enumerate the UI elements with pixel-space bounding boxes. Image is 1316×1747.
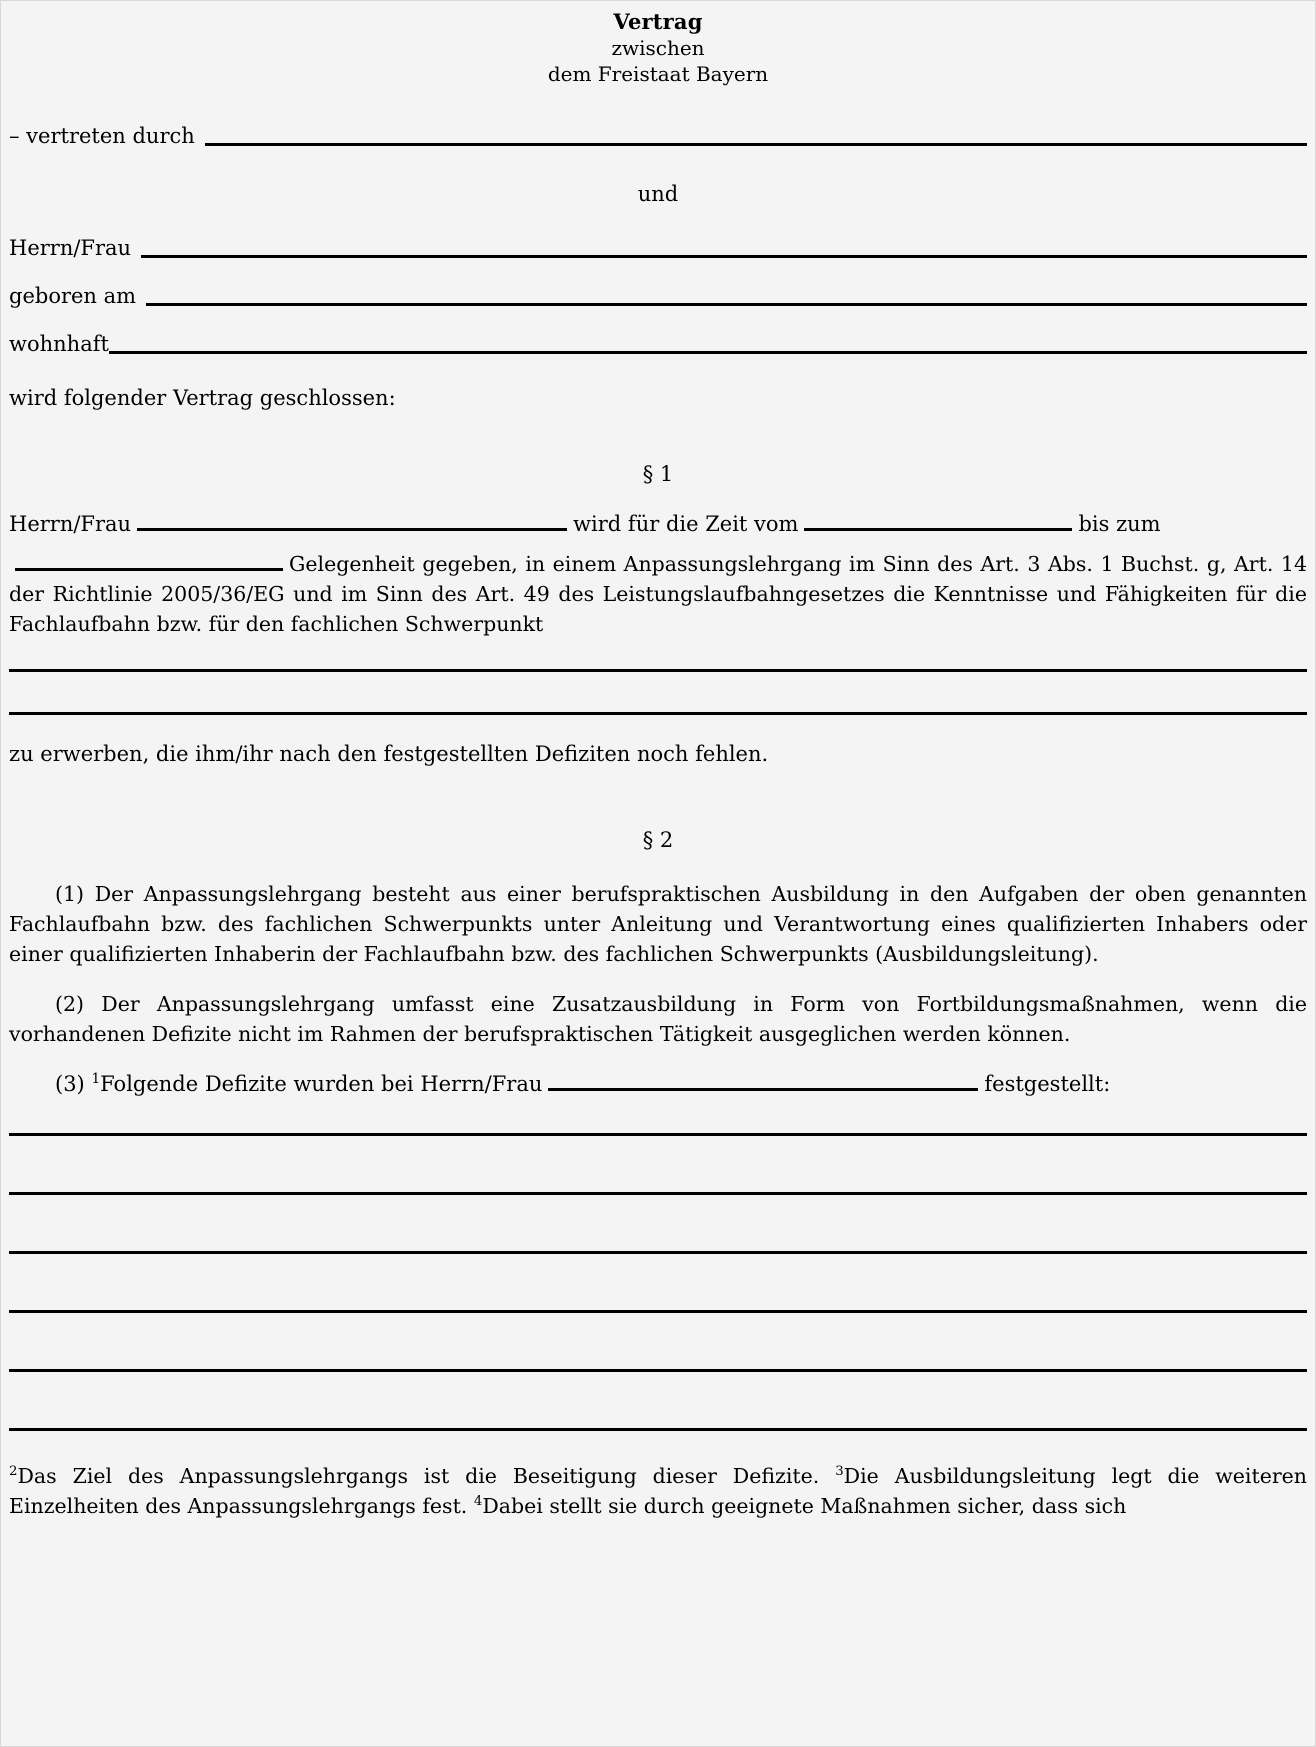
birthdate-label: geboren am bbox=[9, 284, 137, 308]
footer-text-c: Dabei stellt sie durch geeignete Maßnahmen sicher, dass sich bbox=[482, 1494, 1127, 1518]
section-2-paragraph-2: (2) Der Anpassungslehrgang umfasst eine Zusatzausbildung in Form von Fortbildungsmaßnahmen, wenn die vorhandenen Defizite nicht im Rahmen der berufspraktischen Tätigkeit ausgeglichen werden können. bbox=[9, 992, 1307, 1046]
represented-by-field[interactable] bbox=[205, 143, 1307, 146]
represented-by-row bbox=[9, 121, 1307, 151]
footer-text-a: Das Ziel des Anpassungslehrgangs ist die Beseitigung dieser Defizite. bbox=[17, 1464, 836, 1488]
person-row bbox=[9, 233, 1307, 263]
section-1-person-field[interactable] bbox=[137, 509, 567, 531]
title-subline-party: dem Freistaat Bayern bbox=[547, 62, 769, 86]
person-label: Herrn/Frau bbox=[9, 236, 132, 260]
document-body bbox=[9, 1, 1307, 1521]
contract-intro-text: wird folgender Vertrag geschlossen: bbox=[9, 386, 396, 410]
residence-row bbox=[9, 329, 1307, 359]
document-header bbox=[9, 1, 1307, 87]
section-1-person-label: Herrn/Frau bbox=[9, 512, 132, 536]
section-2-paragraph-1: (1) Der Anpassungslehrgang besteht aus einer berufspraktischen Ausbildung in den Aufgaben der oben genannten Fachlaufbahn bzw. des fachlichen Schwerpunkts unter Anleitung und Verantwortung eines qualifizierten Inhabers oder einer qualifizierten Inhaberin der Fachlaufbahn bzw. des fachlichen Schwerpunkts (Ausbildungsleitung). bbox=[9, 882, 1307, 966]
represented-by-label: – vertreten durch bbox=[9, 124, 195, 148]
section-1-closing-text: zu erwerben, die ihm/ihr nach den festgestellten Defiziten noch fehlen. bbox=[9, 742, 769, 766]
conjunction-und: und bbox=[637, 182, 679, 206]
section-1-date-to-field[interactable] bbox=[15, 549, 283, 571]
footnote-marker-2: 2 bbox=[9, 1464, 18, 1480]
page-title: Vertrag bbox=[613, 9, 703, 34]
section-2-para3-text: Folgende Defizite wurden bei Herrn/Frau bbox=[100, 1072, 543, 1096]
section-1-heading: § 1 bbox=[642, 462, 674, 486]
title-subline-between: zwischen bbox=[611, 36, 705, 60]
section-2-para3-marker: (3) bbox=[55, 1072, 85, 1096]
person-name-field[interactable] bbox=[141, 255, 1307, 258]
section-1-date-from-field[interactable] bbox=[804, 509, 1072, 531]
section-1-body bbox=[9, 549, 1307, 639]
section-1-line-1 bbox=[9, 509, 1307, 539]
residence-field[interactable] bbox=[109, 351, 1307, 354]
footer-text-b: Die Ausbildungsleitung legt die weiteren Einzelheiten des Anpassungslehrgangs fest. bbox=[9, 1464, 1307, 1518]
residence-label: wohnhaft bbox=[9, 332, 109, 356]
footer-footnote-text bbox=[9, 1461, 1307, 1521]
footnote-marker-4: 4 bbox=[473, 1494, 483, 1510]
section-1-period-from-label: wird für die Zeit vom bbox=[573, 512, 799, 536]
section-1-body-text: Gelegenheit gegeben, in einem Anpassungslehrgang im Sinn des Art. 3 Abs. 1 Buchst. g, Art. 14 der Richtlinie 2005/36/EG und im Sinn des Art. 49 des Leistungslaufbahngesetzes die Kenntnisse und Fähigkeiten für die Fachlaufbahn bzw. für den fachlichen Schwerpunkt bbox=[9, 552, 1307, 636]
section-2-para3-person-field[interactable] bbox=[548, 1069, 978, 1091]
section-2-heading: § 2 bbox=[642, 828, 674, 852]
section-1-period-to-label: bis zum bbox=[1078, 512, 1161, 536]
section-2-para3-footnote-marker: 1 bbox=[91, 1071, 101, 1087]
footnote-marker-3: 3 bbox=[835, 1464, 844, 1480]
birthdate-field[interactable] bbox=[146, 303, 1307, 306]
birthdate-row bbox=[9, 281, 1307, 311]
section-2-paragraph-3 bbox=[9, 1069, 1307, 1099]
section-2-para3-tail: festgestellt: bbox=[984, 1072, 1111, 1096]
